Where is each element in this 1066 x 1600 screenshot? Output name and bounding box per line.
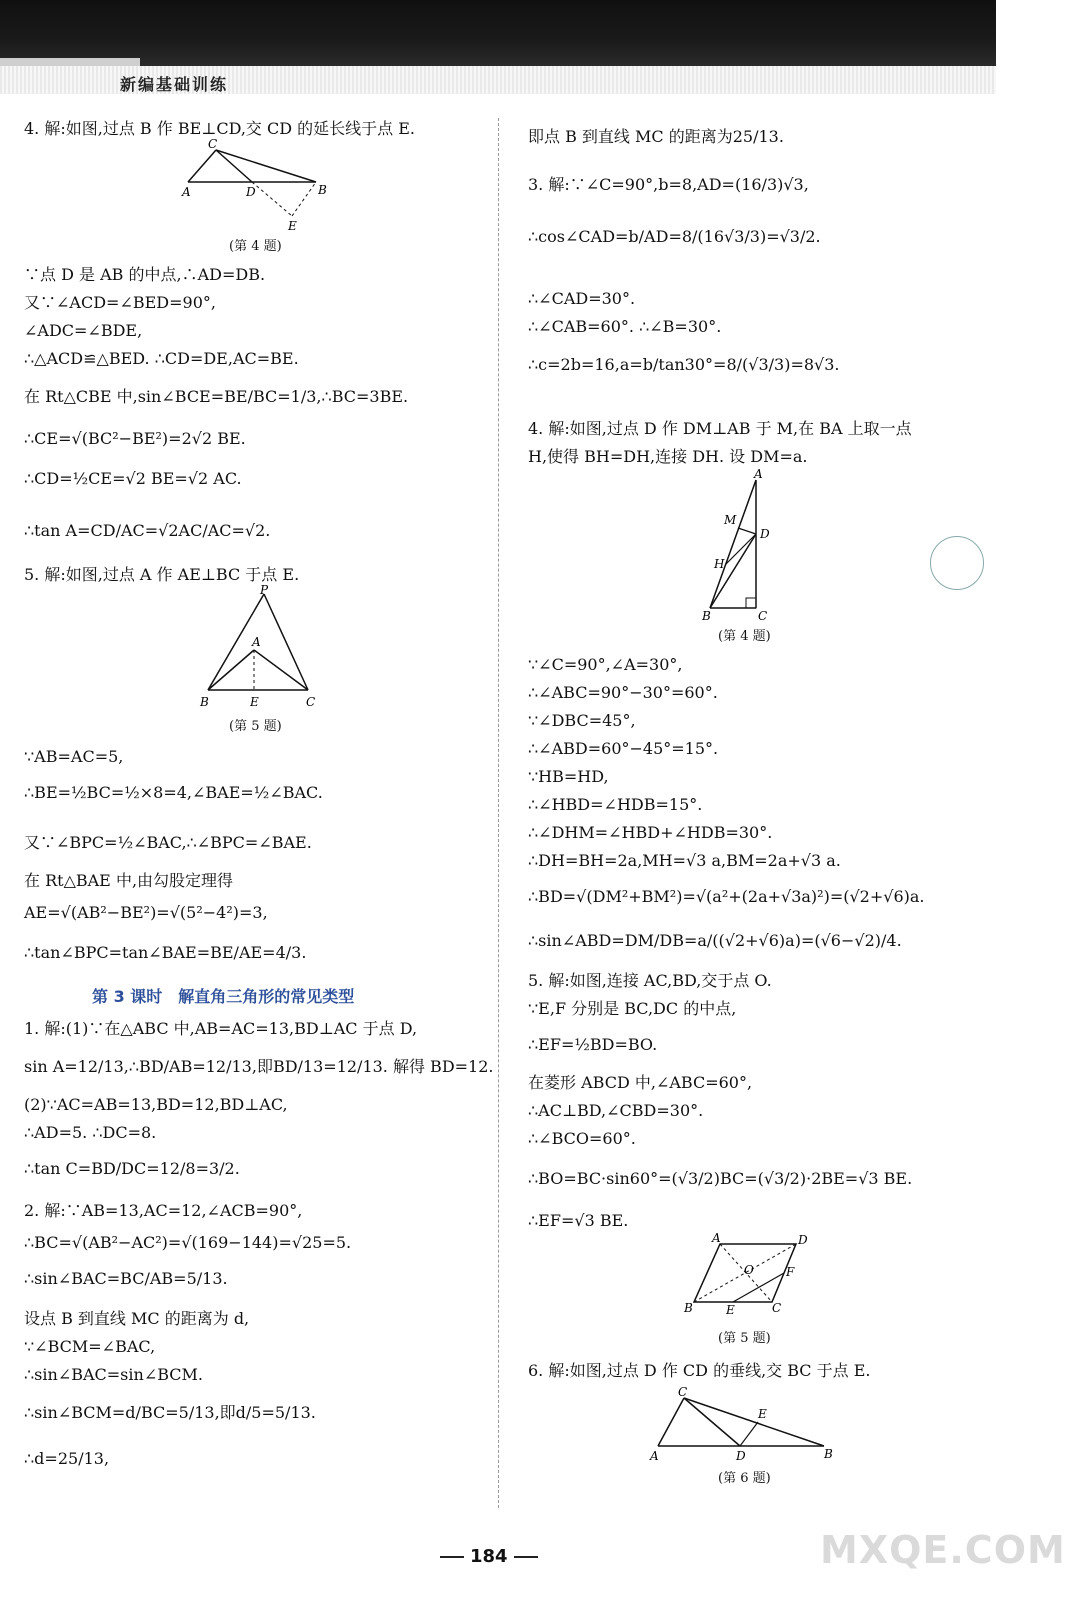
text-line: ∴CE=√(BC²−BE²)=2√2 BE. xyxy=(24,429,246,448)
text-line: 5. 解:如图,连接 AC,BD,交于点 O. xyxy=(528,971,772,990)
text-line: ∴d=25/13, xyxy=(24,1449,110,1468)
text-line: ∴EF=√3 BE. xyxy=(528,1211,629,1230)
text-line: ∵HB=HD, xyxy=(528,767,609,786)
svg-text:D: D xyxy=(246,185,256,199)
text-line: ∴EF=½BD=BO. xyxy=(528,1035,658,1054)
text-line: 4. 解:如图,过点 D 作 DM⊥AB 于 M,在 BA 上取一点 xyxy=(528,419,912,438)
text-line: H,使得 BH=DH,连接 DH. 设 DM=a. xyxy=(528,447,808,466)
text-line: ∴∠HBD=∠HDB=15°. xyxy=(528,795,703,814)
svg-text:B: B xyxy=(684,1301,693,1315)
text-line: ∴sin∠BAC=sin∠BCM. xyxy=(24,1365,203,1384)
figure-right-4 xyxy=(700,467,790,624)
book-title: 新编基础训练 xyxy=(120,75,229,94)
svg-text:C: C xyxy=(306,695,316,709)
text-line: 又∵∠BPC=½∠BAC,∴∠BPC=∠BAE. xyxy=(24,833,312,852)
svg-text:A: A xyxy=(252,635,261,649)
figure-left-4 xyxy=(174,137,364,234)
text-line: ∴BO=BC·sin60°=(√3/2)BC=(√3/2)·2BE=√3 BE. xyxy=(528,1169,913,1188)
svg-text:B: B xyxy=(318,183,327,197)
svg-text:A: A xyxy=(650,1449,659,1463)
column-divider xyxy=(498,118,499,1508)
page-number: 184 xyxy=(470,1546,508,1567)
text-line: ∵E,F 分别是 BC,DC 的中点, xyxy=(528,999,737,1018)
svg-text:H: H xyxy=(714,557,725,571)
text-line: (2)∵AC=AB=13,BD=12,BD⊥AC, xyxy=(24,1095,288,1114)
figure-caption: (第 5 题) xyxy=(229,719,282,734)
text-line: ∴tan∠BPC=tan∠BAE=BE/AE=4/3. xyxy=(24,943,307,962)
svg-text:A: A xyxy=(182,185,191,199)
page-dash-right xyxy=(514,1556,538,1558)
svg-text:E: E xyxy=(250,695,259,709)
svg-text:A: A xyxy=(754,467,763,481)
top-bar xyxy=(0,0,996,66)
text-line: ∴∠BCO=60°. xyxy=(528,1129,636,1148)
svg-text:M: M xyxy=(724,513,737,527)
text-line: ∴CD=½CE=√2 BE=√2 AC. xyxy=(24,469,242,488)
section-heading: 第 3 课时 解直角三角形的常见类型 xyxy=(92,987,355,1006)
text-line: ∴DH=BH=2a,MH=√3 a,BM=2a+√3 a. xyxy=(528,851,841,870)
svg-text:O: O xyxy=(744,1263,754,1277)
figure-caption: (第 6 题) xyxy=(718,1471,771,1486)
text-line: ∴△ACD≌△BED. ∴CD=DE,AC=BE. xyxy=(24,349,299,368)
svg-text:F: F xyxy=(786,1265,795,1279)
text-line: 在菱形 ABCD 中,∠ABC=60°, xyxy=(528,1073,753,1092)
figure-caption: (第 4 题) xyxy=(229,239,282,254)
text-line: ∵AB=AC=5, xyxy=(24,747,124,766)
text-line: ∵∠DBC=45°, xyxy=(528,711,636,730)
text-line: ∴AC⊥BD,∠CBD=30°. xyxy=(528,1101,704,1120)
figure-left-5 xyxy=(194,583,334,716)
svg-text:E: E xyxy=(726,1303,735,1317)
stamp-seal xyxy=(930,536,984,590)
text-line: ∵∠BCM=∠BAC, xyxy=(24,1337,156,1356)
svg-text:B: B xyxy=(824,1447,833,1461)
text-line: ∴BC=√(AB²−AC²)=√(169−144)=√25=5. xyxy=(24,1233,352,1252)
page-dash-left xyxy=(440,1556,464,1558)
svg-text:C: C xyxy=(772,1301,782,1315)
text-line: 在 Rt△CBE 中,sin∠BCE=BE/BC=1/3,∴BC=3BE. xyxy=(24,387,409,406)
text-line: ∴∠CAB=60°. ∴∠B=30°. xyxy=(528,317,722,336)
text-line: ∴sin∠BCM=d/BC=5/13,即d/5=5/13. xyxy=(24,1403,316,1422)
text-line: ∴BD=√(DM²+BM²)=√(a²+(2a+√3a)²)=(√2+√6)a. xyxy=(528,887,925,906)
text-line: ∴sin∠BAC=BC/AB=5/13. xyxy=(24,1269,228,1288)
figure-right-5 xyxy=(680,1232,830,1318)
text-line: ∴tan A=CD/AC=√2AC/AC=√2. xyxy=(24,521,271,540)
text-line: ∵点 D 是 AB 的中点,∴AD=DB. xyxy=(24,265,266,284)
text-line: ∴cos∠CAD=b/AD=8/(16√3/3)=√3/2. xyxy=(528,227,821,246)
text-line: ∴AD=5. ∴DC=8. xyxy=(24,1123,157,1142)
text-line: ∵∠C=90°,∠A=30°, xyxy=(528,655,683,674)
svg-text:D: D xyxy=(798,1233,808,1247)
svg-text:C: C xyxy=(758,609,768,623)
text-line: 在 Rt△BAE 中,由勾股定理得 xyxy=(24,871,234,890)
text-line: ∴c=2b=16,a=b/tan30°=8/(√3/3)=8√3. xyxy=(528,355,840,374)
text-line: 设点 B 到直线 MC 的距离为 d, xyxy=(24,1309,250,1328)
text-line: 6. 解:如图,过点 D 作 CD 的垂线,交 BC 于点 E. xyxy=(528,1361,871,1380)
svg-text:C: C xyxy=(208,137,218,151)
watermark: MXQE.COM xyxy=(820,1528,1066,1572)
svg-text:D: D xyxy=(760,527,770,541)
text-line: ∴∠CAD=30°. xyxy=(528,289,636,308)
text-line: 4. 解:如图,过点 B 作 BE⊥CD,交 CD 的延长线于点 E. xyxy=(24,119,416,138)
svg-text:D: D xyxy=(736,1449,746,1463)
figure-right-6 xyxy=(648,1386,838,1466)
text-line: ∴∠ABC=90°−30°=60°. xyxy=(528,683,718,702)
text-line: 2. 解:∵AB=13,AC=12,∠ACB=90°, xyxy=(24,1201,303,1220)
svg-text:E: E xyxy=(288,219,297,233)
svg-text:E: E xyxy=(758,1407,767,1421)
svg-text:B: B xyxy=(702,609,711,623)
text-line: 即点 B 到直线 MC 的距离为25/13. xyxy=(528,127,784,146)
text-line: ∴tan C=BD/DC=12/8=3/2. xyxy=(24,1159,240,1178)
figure-caption: (第 5 题) xyxy=(718,1331,771,1346)
svg-text:B: B xyxy=(200,695,209,709)
text-line: 5. 解:如图,过点 A 作 AE⊥BC 于点 E. xyxy=(24,565,300,584)
text-line: ∠ADC=∠BDE, xyxy=(24,321,143,340)
text-line: ∴BE=½BC=½×8=4,∠BAE=½∠BAC. xyxy=(24,783,323,802)
text-line: ∴sin∠ABD=DM/DB=a/((√2+√6)a)=(√6−√2)/4. xyxy=(528,931,902,950)
svg-text:A: A xyxy=(712,1231,721,1245)
svg-text:P: P xyxy=(260,583,269,597)
text-line: sin A=12/13,∴BD/AB=12/13,即BD/13=12/13. 解得 BD=12. xyxy=(24,1057,494,1076)
text-line: ∴∠DHM=∠HBD+∠HDB=30°. xyxy=(528,823,773,842)
text-line: ∴∠ABD=60°−45°=15°. xyxy=(528,739,719,758)
figure-caption: (第 4 题) xyxy=(718,629,771,644)
text-line: 又∵∠ACD=∠BED=90°, xyxy=(24,293,216,312)
svg-text:C: C xyxy=(678,1385,688,1399)
text-line: 3. 解:∵∠C=90°,b=8,AD=(16/3)√3, xyxy=(528,175,809,194)
text-line: 1. 解:(1)∵在△ABC 中,AB=AC=13,BD⊥AC 于点 D, xyxy=(24,1019,418,1038)
text-line: AE=√(AB²−BE²)=√(5²−4²)=3, xyxy=(24,903,268,922)
